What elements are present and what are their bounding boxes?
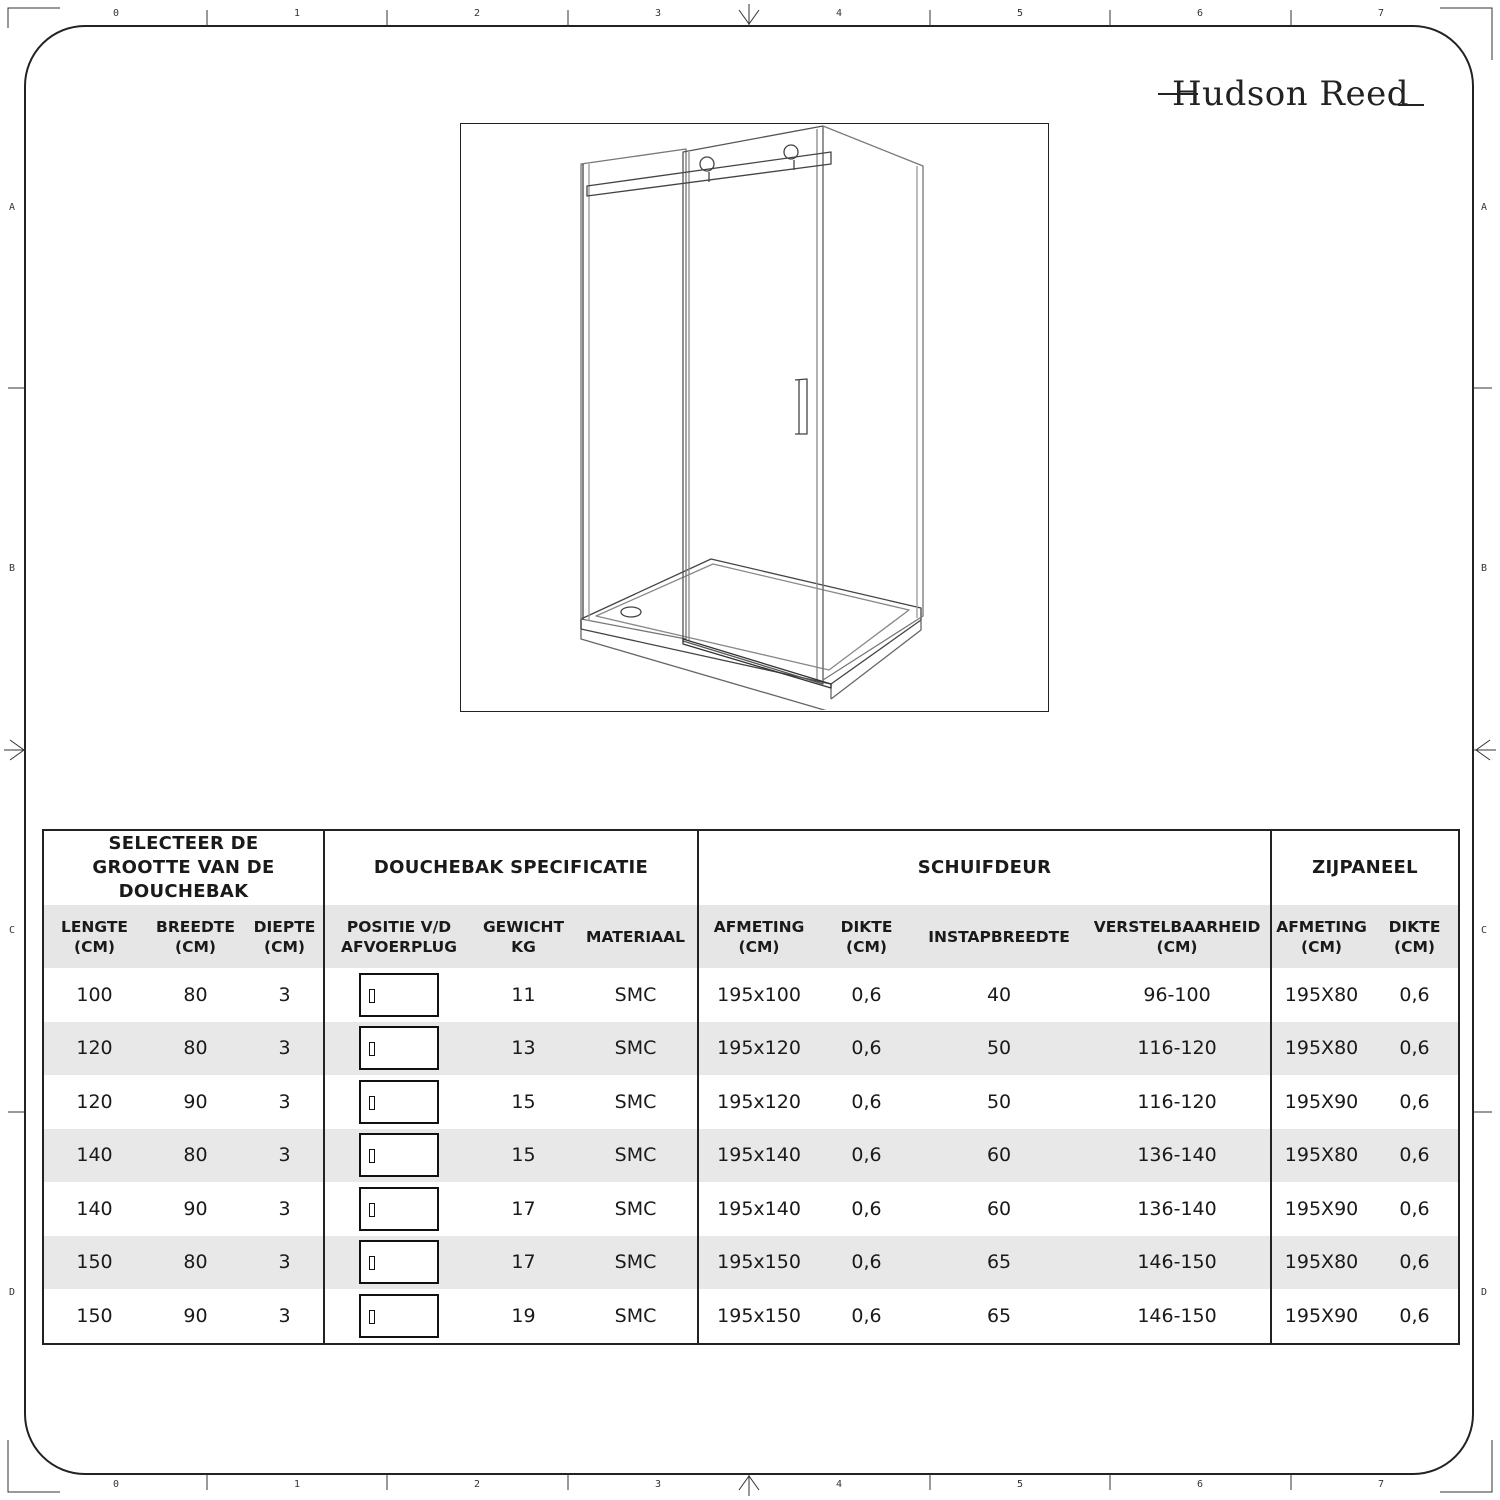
cell-instap: 60 (914, 1129, 1084, 1183)
drain-position-cell (324, 1182, 473, 1236)
cell-panel-afmeting: 195X80 (1271, 968, 1371, 1022)
cell-lengte: 150 (43, 1289, 145, 1344)
cell-afmeting: 195x150 (698, 1289, 819, 1344)
ruler-col-label: 1 (294, 8, 301, 19)
cell-afmeting: 195x120 (698, 1075, 819, 1129)
cell-diepte: 3 (246, 1289, 324, 1344)
specification-table (42, 829, 1460, 1345)
col-header-diepte: DIEPTE (CM) (246, 905, 324, 968)
group-select-size: SELECTEER DE GROOTTE VAN DE DOUCHEBAK (43, 830, 324, 905)
cell-afmeting: 195x100 (698, 968, 819, 1022)
cell-instap: 65 (914, 1289, 1084, 1344)
cell-verstel: 116-120 (1084, 1022, 1271, 1076)
ruler-row-label: A (9, 202, 16, 213)
cell-verstel: 146-150 (1084, 1289, 1271, 1344)
cell-gewicht: 19 (473, 1289, 574, 1344)
cell-materiaal: SMC (574, 1182, 698, 1236)
ruler-col-label: 7 (1378, 1479, 1385, 1490)
cell-verstel: 96-100 (1084, 968, 1271, 1022)
table-body (43, 968, 1459, 1344)
ruler-col-label: 4 (836, 8, 843, 19)
cell-dikte: 0,6 (819, 1289, 914, 1344)
cell-dikte: 0,6 (819, 1022, 914, 1076)
col-header-instapbreedte: INSTAPBREEDTE (914, 905, 1084, 968)
cell-dikte: 0,6 (819, 1182, 914, 1236)
cell-lengte: 150 (43, 1236, 145, 1290)
ruler-col-label: 0 (113, 8, 120, 19)
cell-panel-afmeting: 195X80 (1271, 1129, 1371, 1183)
ruler-row-label: C (9, 925, 16, 936)
cell-lengte: 120 (43, 1022, 145, 1076)
drain-position-cell (324, 1129, 473, 1183)
group-tray-spec: DOUCHEBAK SPECIFICATIE (324, 830, 698, 905)
col-header-breedte: BREEDTE (CM) (145, 905, 246, 968)
cell-dikte: 0,6 (819, 1129, 914, 1183)
col-header-verstelbaarheid: VERSTELBAARHEID (CM) (1084, 905, 1271, 968)
ruler-col-label: 5 (1017, 8, 1024, 19)
drain-plug-icon (369, 989, 375, 1003)
cell-breedte: 90 (145, 1075, 246, 1129)
shower-tray-plan-icon (359, 1240, 439, 1284)
col-header-panel-dikte: DIKTE (CM) (1371, 905, 1459, 968)
cell-afmeting: 195x120 (698, 1022, 819, 1076)
table-row (43, 1022, 1459, 1076)
drain-position-cell (324, 1022, 473, 1076)
table-row (43, 1236, 1459, 1290)
ruler-col-label: 4 (836, 1479, 843, 1490)
cell-breedte: 80 (145, 968, 246, 1022)
cell-instap: 60 (914, 1182, 1084, 1236)
col-header-gewicht: GEWICHT KG (473, 905, 574, 968)
cell-dikte: 0,6 (819, 1075, 914, 1129)
cell-breedte: 90 (145, 1289, 246, 1344)
shower-tray-plan-icon (359, 1187, 439, 1231)
drain-plug-icon (369, 1096, 375, 1110)
col-header-panel-afmeting: AFMETING (CM) (1271, 905, 1371, 968)
col-header-positie: POSITIE V/D AFVOERPLUG (324, 905, 473, 968)
cell-panel-afmeting: 195X90 (1271, 1289, 1371, 1344)
cell-diepte: 3 (246, 1022, 324, 1076)
ruler-row-label: D (1481, 1287, 1488, 1298)
shower-enclosure-drawing (461, 124, 1047, 710)
cell-gewicht: 11 (473, 968, 574, 1022)
shower-tray-plan-icon (359, 973, 439, 1017)
cell-gewicht: 17 (473, 1236, 574, 1290)
ruler-col-label: 7 (1378, 8, 1385, 19)
ruler-col-label: 2 (474, 8, 481, 19)
ruler-col-label: 2 (474, 1479, 481, 1490)
cell-verstel: 146-150 (1084, 1236, 1271, 1290)
cell-gewicht: 15 (473, 1075, 574, 1129)
cell-dikte: 0,6 (819, 968, 914, 1022)
drain-plug-icon (369, 1256, 375, 1270)
table-row (43, 1075, 1459, 1129)
col-header-dikte: DIKTE (CM) (819, 905, 914, 968)
group-sliding-door: SCHUIFDEUR (698, 830, 1271, 905)
cell-gewicht: 17 (473, 1182, 574, 1236)
shower-tray-plan-icon (359, 1080, 439, 1124)
cell-breedte: 80 (145, 1129, 246, 1183)
drain-plug-icon (369, 1149, 375, 1163)
cell-panel-dikte: 0,6 (1371, 1236, 1459, 1290)
cell-lengte: 120 (43, 1075, 145, 1129)
cell-verstel: 136-140 (1084, 1182, 1271, 1236)
table-row (43, 1182, 1459, 1236)
cell-lengte: 140 (43, 1182, 145, 1236)
drain-position-cell (324, 1236, 473, 1290)
cell-panel-afmeting: 195X90 (1271, 1075, 1371, 1129)
cell-diepte: 3 (246, 1236, 324, 1290)
group-header-row (43, 830, 1459, 905)
cell-panel-dikte: 0,6 (1371, 1022, 1459, 1076)
cell-afmeting: 195x150 (698, 1236, 819, 1290)
shower-enclosure-illustration (460, 123, 1049, 712)
cell-panel-dikte: 0,6 (1371, 1289, 1459, 1344)
cell-diepte: 3 (246, 1129, 324, 1183)
cell-panel-afmeting: 195X80 (1271, 1236, 1371, 1290)
brand-logo (1158, 70, 1438, 120)
col-header-materiaal: MATERIAAL (574, 905, 698, 968)
cell-breedte: 90 (145, 1182, 246, 1236)
ruler-col-label: 5 (1017, 1479, 1024, 1490)
cell-diepte: 3 (246, 968, 324, 1022)
cell-materiaal: SMC (574, 1129, 698, 1183)
shower-tray-plan-icon (359, 1294, 439, 1338)
cell-verstel: 116-120 (1084, 1075, 1271, 1129)
ruler-row-label: A (1481, 202, 1488, 213)
ruler-col-label: 3 (655, 1479, 662, 1490)
cell-breedte: 80 (145, 1236, 246, 1290)
cell-panel-dikte: 0,6 (1371, 968, 1459, 1022)
cell-panel-afmeting: 195X90 (1271, 1182, 1371, 1236)
cell-instap: 40 (914, 968, 1084, 1022)
cell-diepte: 3 (246, 1075, 324, 1129)
cell-afmeting: 195x140 (698, 1182, 819, 1236)
ruler-row-label: B (1481, 563, 1488, 574)
drain-plug-icon (369, 1042, 375, 1056)
table-row (43, 1129, 1459, 1183)
shower-tray-plan-icon (359, 1133, 439, 1177)
cell-materiaal: SMC (574, 1022, 698, 1076)
cell-instap: 50 (914, 1022, 1084, 1076)
cell-diepte: 3 (246, 1182, 324, 1236)
cell-panel-afmeting: 195X80 (1271, 1022, 1371, 1076)
table-row (43, 1289, 1459, 1344)
drain-plug-icon (369, 1310, 375, 1324)
ruler-row-label: D (9, 1287, 16, 1298)
brand-name: Hudson Reed (1172, 74, 1410, 114)
col-header-afmeting: AFMETING (CM) (698, 905, 819, 968)
drain-position-cell (324, 1075, 473, 1129)
ruler-col-label: 1 (294, 1479, 301, 1490)
drain-position-cell (324, 1289, 473, 1344)
ruler-col-label: 6 (1197, 8, 1204, 19)
column-header-row (43, 905, 1459, 968)
cell-materiaal: SMC (574, 1075, 698, 1129)
cell-gewicht: 13 (473, 1022, 574, 1076)
shower-tray-plan-icon (359, 1026, 439, 1070)
cell-instap: 50 (914, 1075, 1084, 1129)
cell-panel-dikte: 0,6 (1371, 1075, 1459, 1129)
cell-panel-dikte: 0,6 (1371, 1182, 1459, 1236)
group-side-panel: ZIJPANEEL (1271, 830, 1459, 905)
cell-panel-dikte: 0,6 (1371, 1129, 1459, 1183)
cell-breedte: 80 (145, 1022, 246, 1076)
cell-materiaal: SMC (574, 1289, 698, 1344)
cell-lengte: 100 (43, 968, 145, 1022)
col-header-lengte: LENGTE (CM) (43, 905, 145, 968)
table-row (43, 968, 1459, 1022)
ruler-col-label: 6 (1197, 1479, 1204, 1490)
ruler-row-label: B (9, 563, 16, 574)
ruler-col-label: 0 (113, 1479, 120, 1490)
ruler-row-label: C (1481, 925, 1488, 936)
cell-dikte: 0,6 (819, 1236, 914, 1290)
cell-afmeting: 195x140 (698, 1129, 819, 1183)
ruler-col-label: 3 (655, 8, 662, 19)
cell-instap: 65 (914, 1236, 1084, 1290)
cell-lengte: 140 (43, 1129, 145, 1183)
drain-position-cell (324, 968, 473, 1022)
cell-materiaal: SMC (574, 968, 698, 1022)
drain-plug-icon (369, 1203, 375, 1217)
cell-verstel: 136-140 (1084, 1129, 1271, 1183)
cell-gewicht: 15 (473, 1129, 574, 1183)
cell-materiaal: SMC (574, 1236, 698, 1290)
